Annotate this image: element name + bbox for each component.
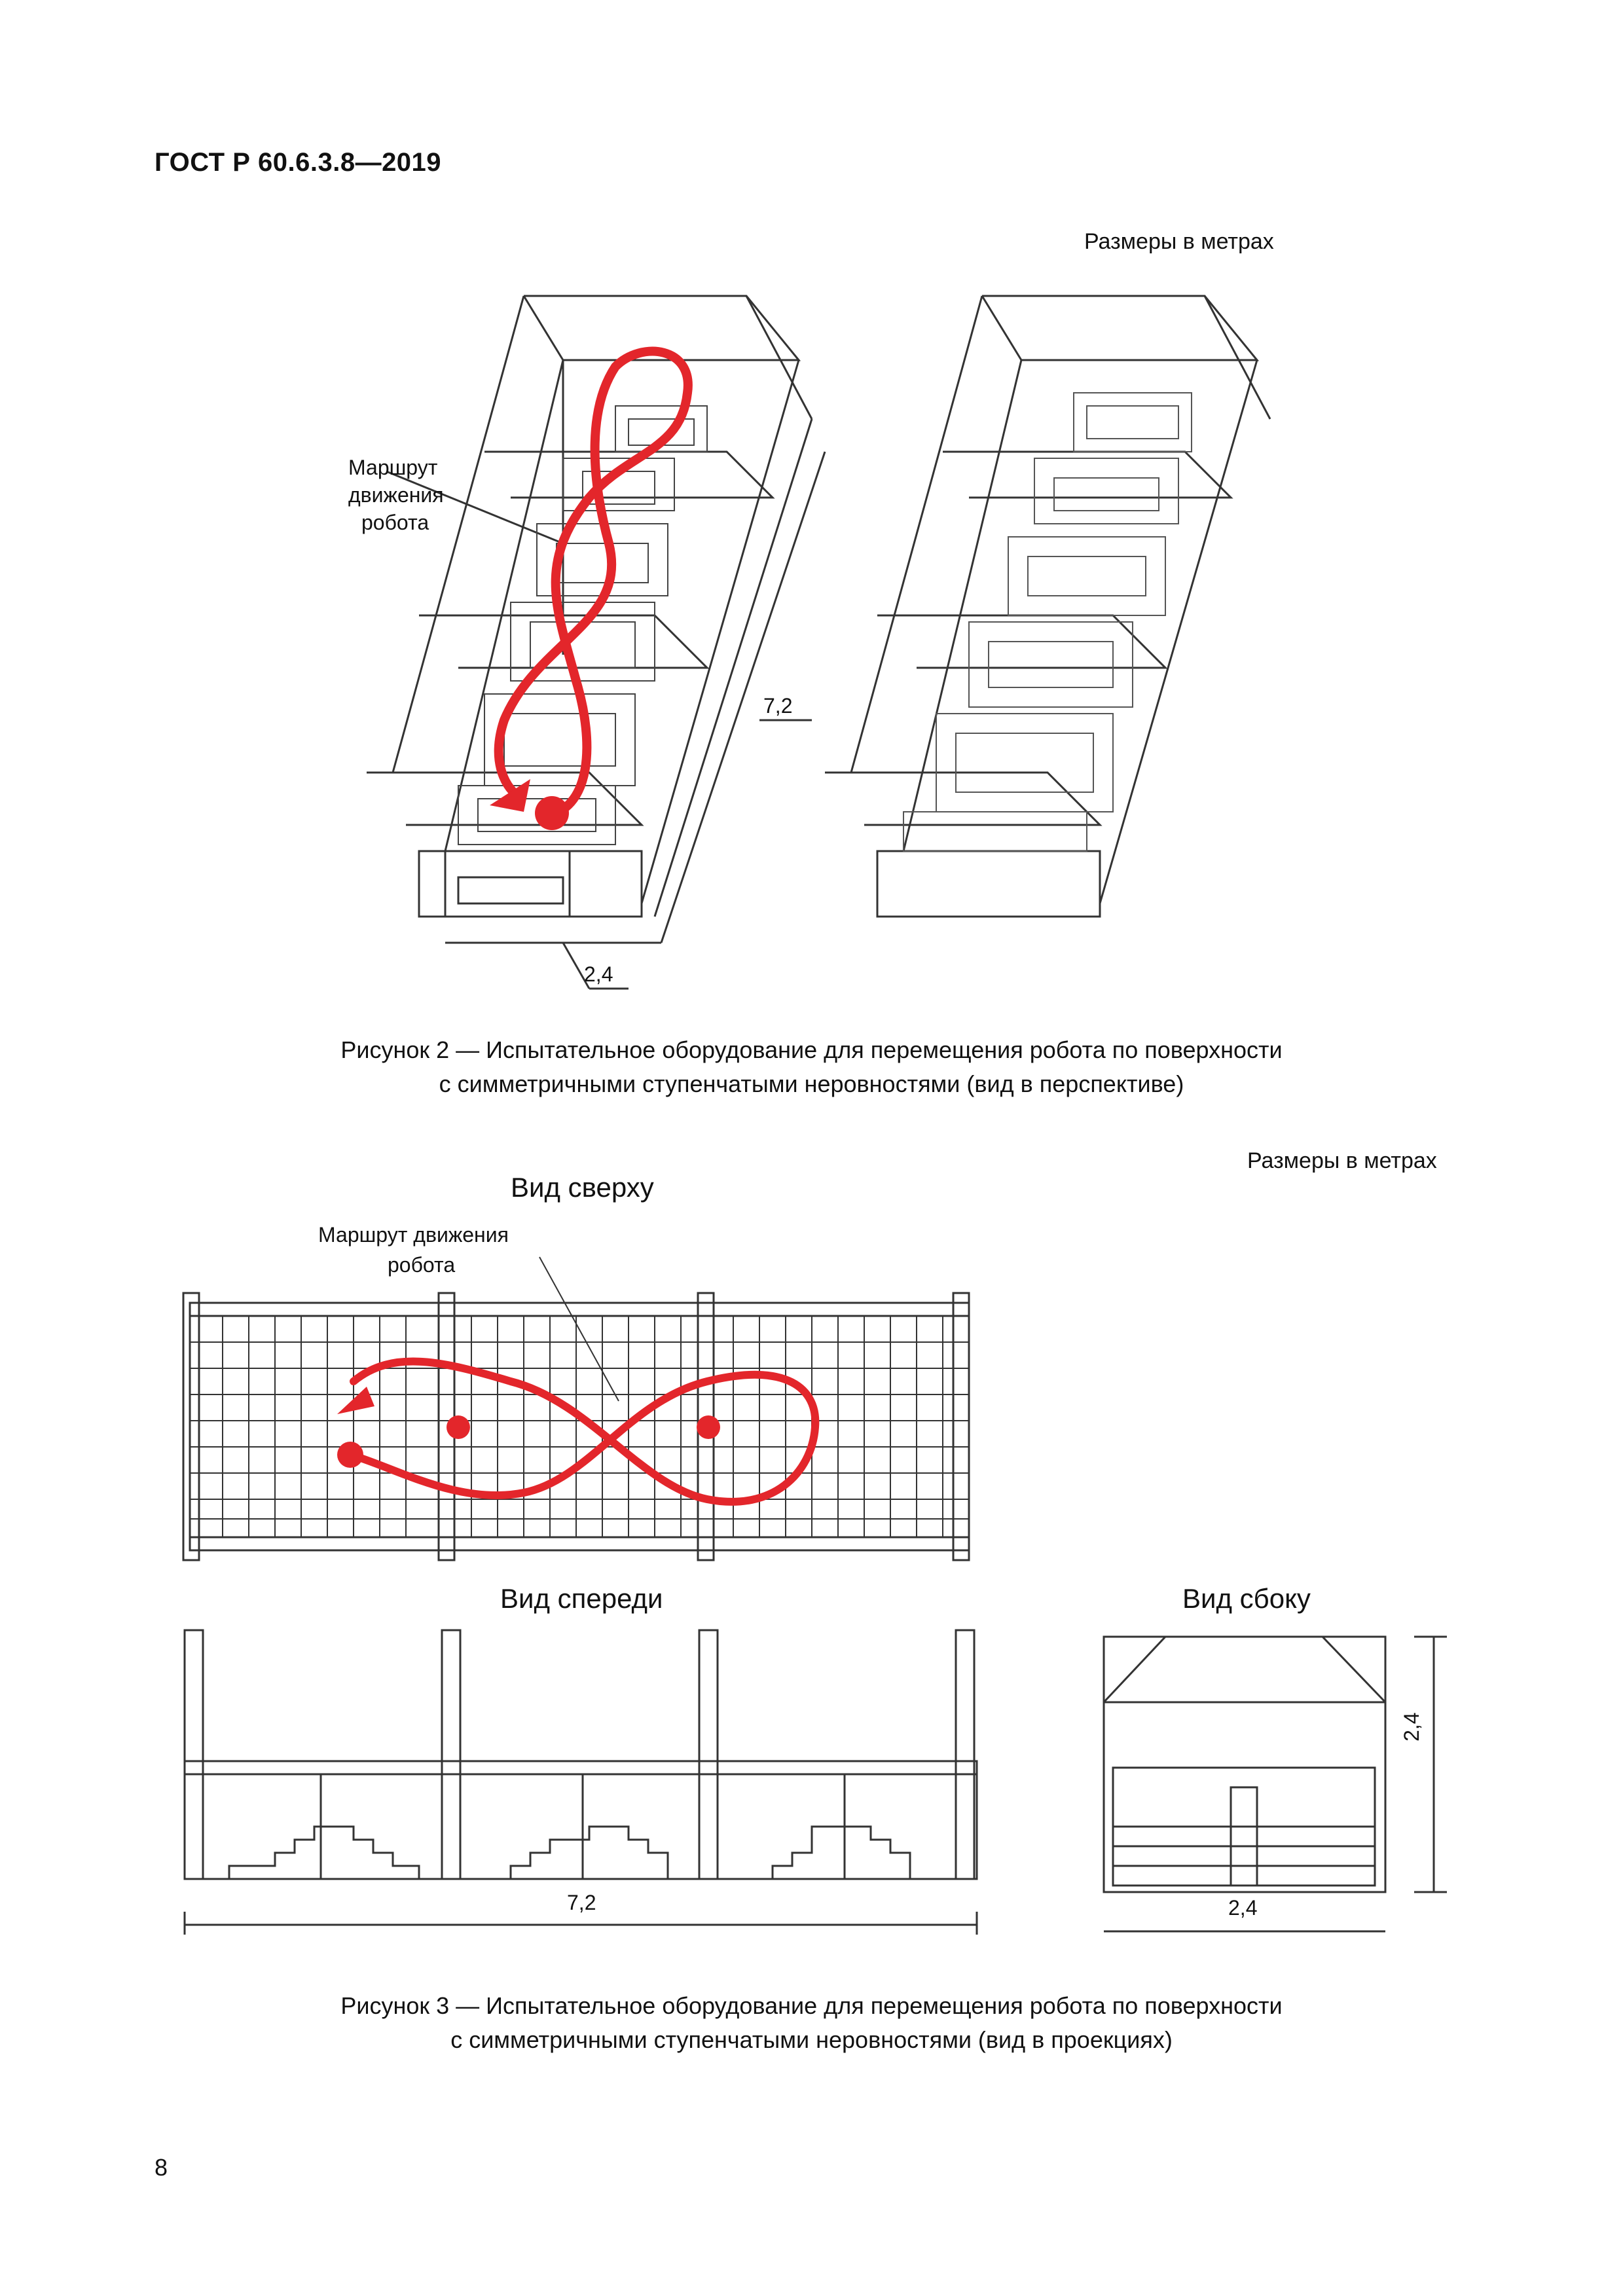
dim-front-length: 7,2 [567, 1891, 596, 1914]
view-side-label: Вид сбоку [1182, 1583, 1311, 1614]
dimensions-note-fig2: Размеры в метрах [1084, 229, 1274, 254]
front-view-frame [185, 1630, 977, 1935]
side-view-frame [1104, 1637, 1447, 1931]
route-label-fig2-line1: Маршрут [348, 456, 438, 479]
standard-number: ГОСТ Р 60.6.3.8—2019 [155, 148, 442, 177]
figure3-caption-line2: с симметричными ступенчатыми неровностями (вид в проекциях) [450, 2026, 1173, 2053]
top-view-grid [190, 1316, 969, 1537]
page-number: 8 [155, 2154, 168, 2181]
view-front-label: Вид спереди [500, 1583, 663, 1614]
figure3-caption [0, 1989, 1623, 2057]
route-label-fig3-line2: робота [388, 1253, 456, 1277]
figure2-caption-line2: с симметричными ступенчатыми неровностями (вид в перспективе) [439, 1070, 1184, 1097]
route-label-fig3-line1: Маршрут движения [318, 1223, 509, 1247]
route-label-fig2-line2: движения [348, 483, 444, 507]
route-leader-line [539, 1257, 619, 1401]
robot-route-top-view [350, 1362, 815, 1502]
figure3-caption-line1: Рисунок 3 — Испытательное оборудование для перемещения робота по поверхности [340, 1992, 1283, 2019]
figure2-caption-line1: Рисунок 2 — Испытательное оборудование для перемещения робота по поверхности [340, 1036, 1283, 1063]
dim-side-width: 2,4 [1228, 1896, 1258, 1920]
route-marker-left-top-view [447, 1415, 470, 1439]
route-label-fig2-line3: робота [361, 511, 429, 534]
route-start-dot-top-view [337, 1442, 363, 1468]
route-arrowhead-top-view [337, 1387, 374, 1414]
view-top-label: Вид сверху [511, 1172, 654, 1203]
dim-length-fig2: 7,2 [763, 694, 793, 718]
dim-side-height: 2,4 [1400, 1712, 1423, 1741]
dim-width-fig2: 2,4 [584, 962, 613, 986]
dimensions-note-fig3: Размеры в метрах [1247, 1148, 1437, 1173]
route-marker-right-top-view [697, 1415, 720, 1439]
